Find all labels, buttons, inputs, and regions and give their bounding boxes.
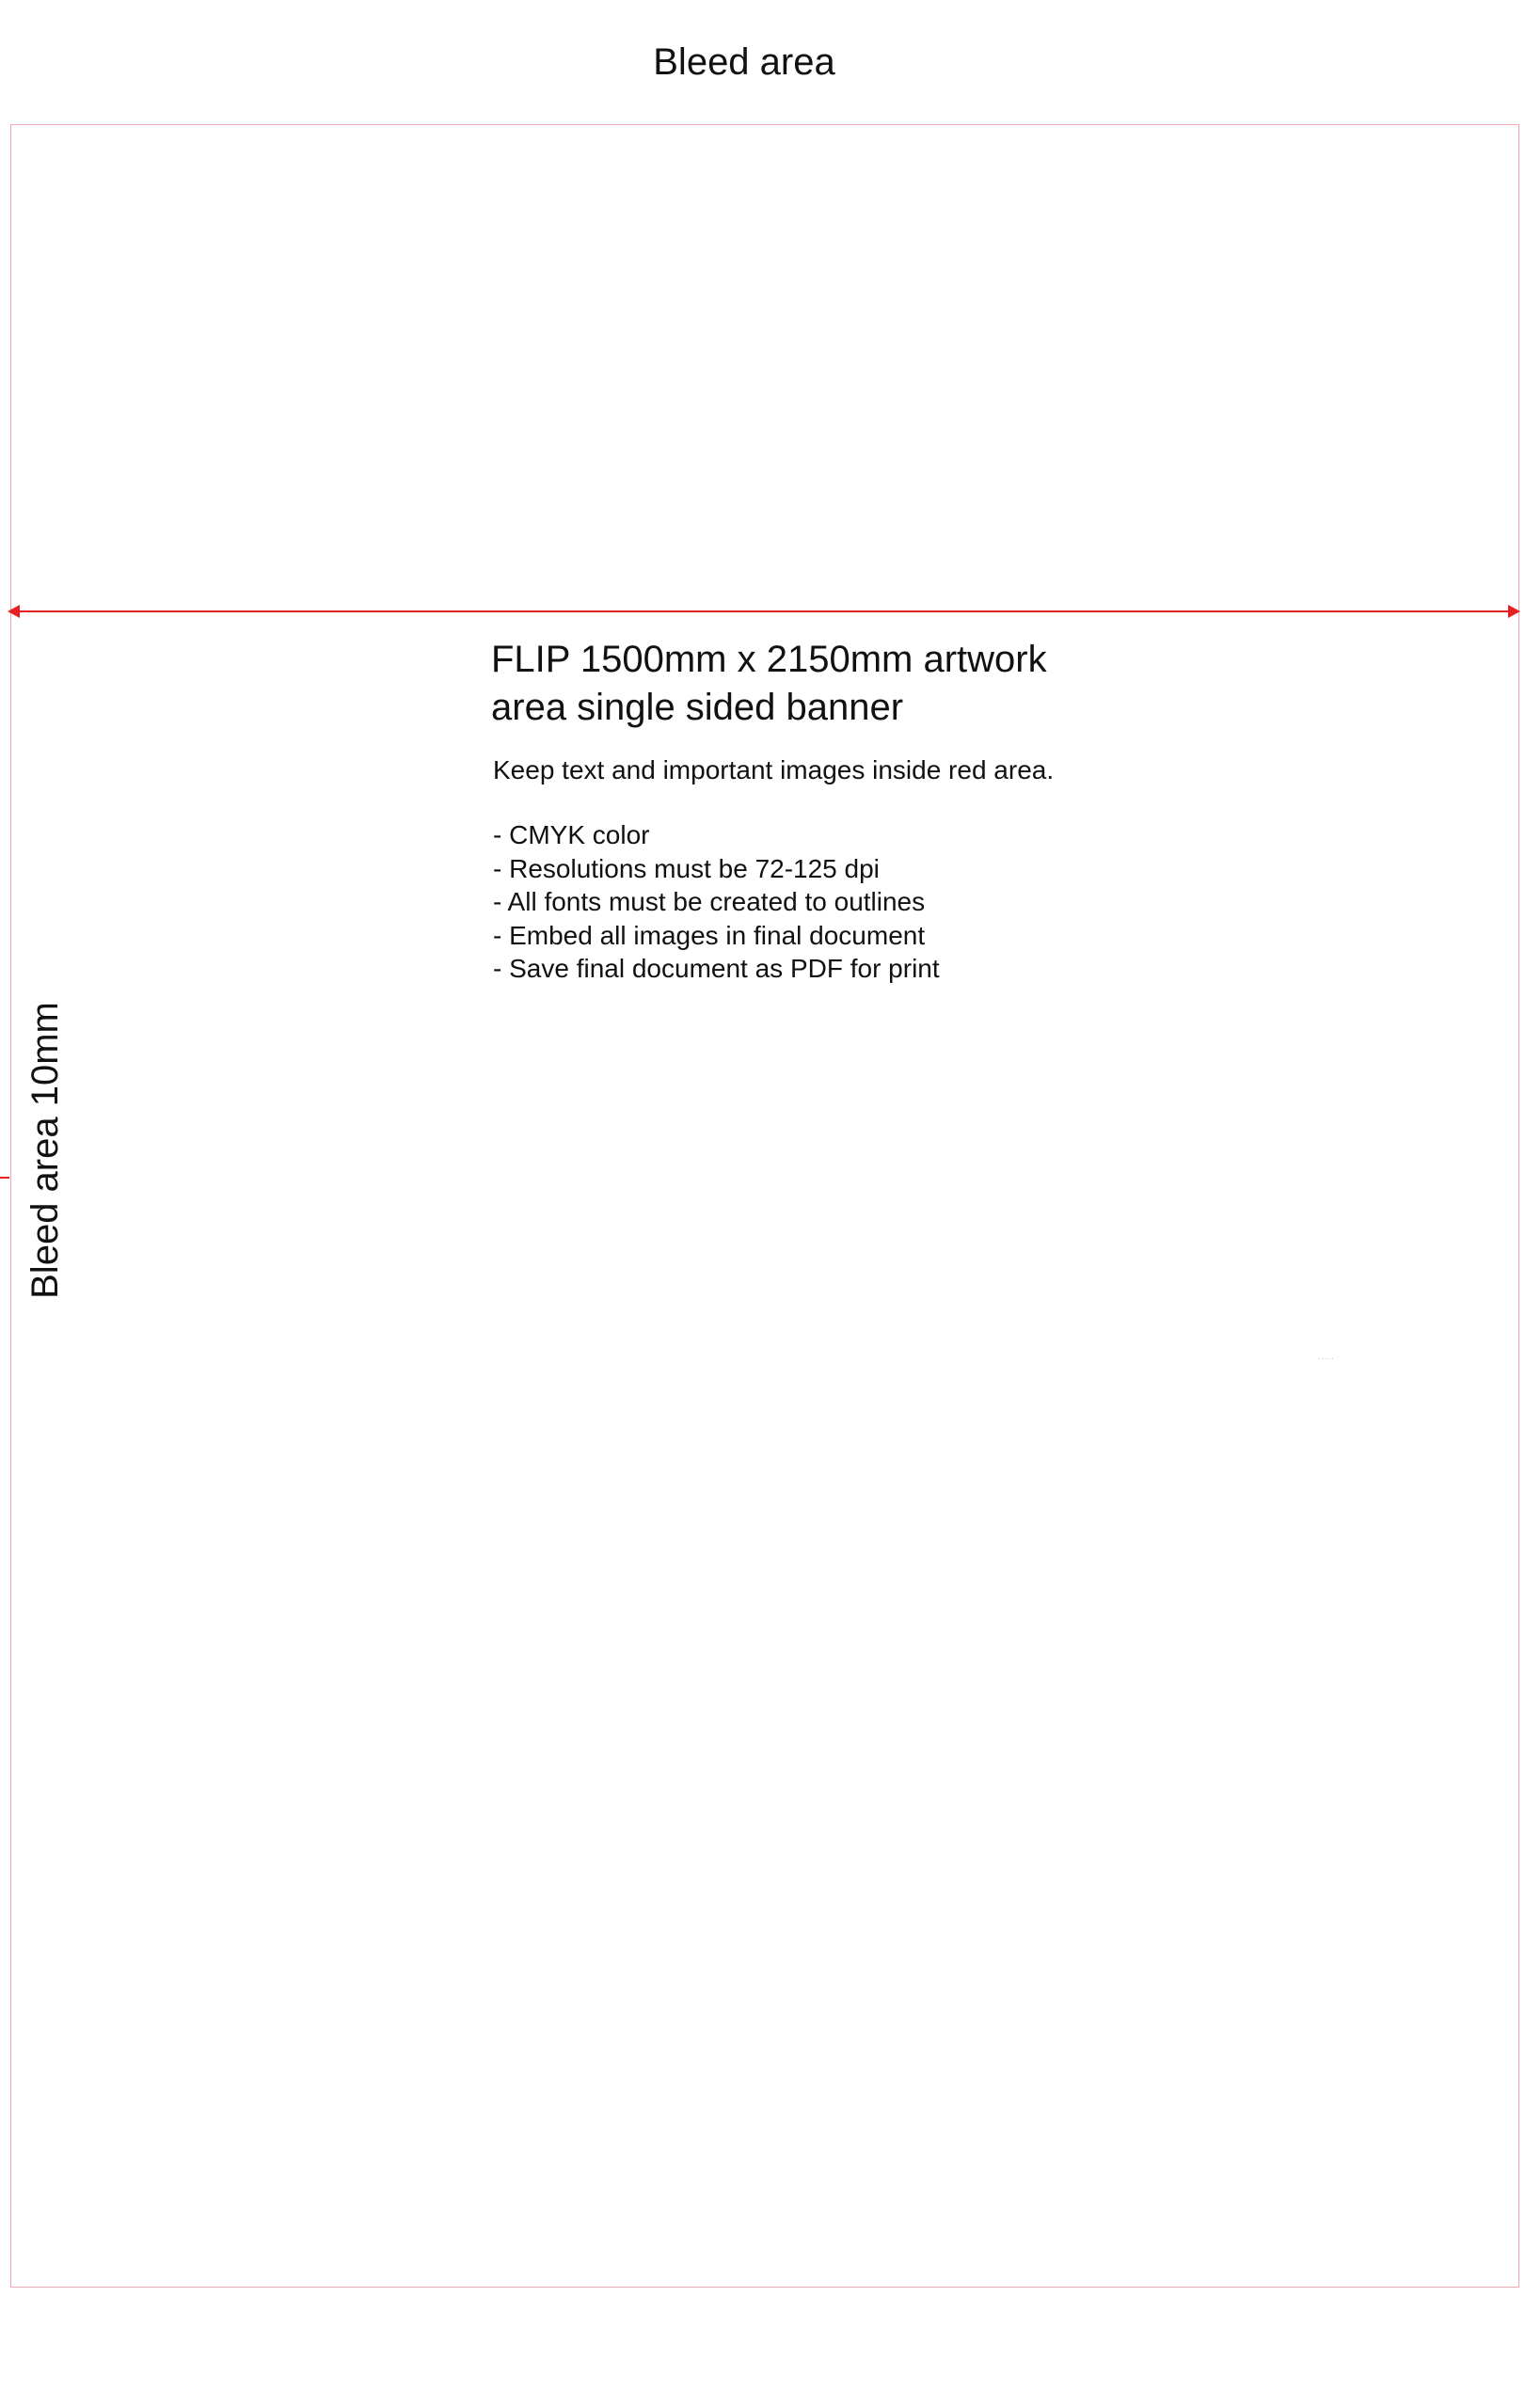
- requirement-item: - Resolutions must be 72-125 dpi: [493, 853, 880, 883]
- artwork-area-frame: [10, 124, 1519, 2288]
- tiny-mark: · · · · ·: [1318, 1356, 1334, 1362]
- width-dimension-arrow: [8, 600, 1520, 623]
- side-marker-tick: [0, 1177, 9, 1179]
- requirement-item: - Embed all images in final document: [493, 920, 926, 950]
- arrowhead-right-icon: [1508, 605, 1520, 618]
- requirement-item: - CMYK color: [493, 820, 650, 849]
- requirement-item: - Save final document as PDF for print: [493, 954, 940, 983]
- arrowhead-left-icon: [8, 605, 20, 618]
- requirement-item: - All fonts must be created to outlines: [493, 887, 926, 916]
- bleed-area-top-label: Bleed area: [653, 41, 835, 83]
- safe-area-note: Keep text and important images inside red area.: [493, 755, 1055, 784]
- requirements-list: [493, 818, 1206, 986]
- artwork-info-block: [491, 636, 1206, 986]
- bleed-area-side-label: Bleed area 10mm: [24, 1002, 66, 1299]
- artwork-title: FLIP 1500mm x 2150mm artwork area single sided banner: [491, 639, 1047, 728]
